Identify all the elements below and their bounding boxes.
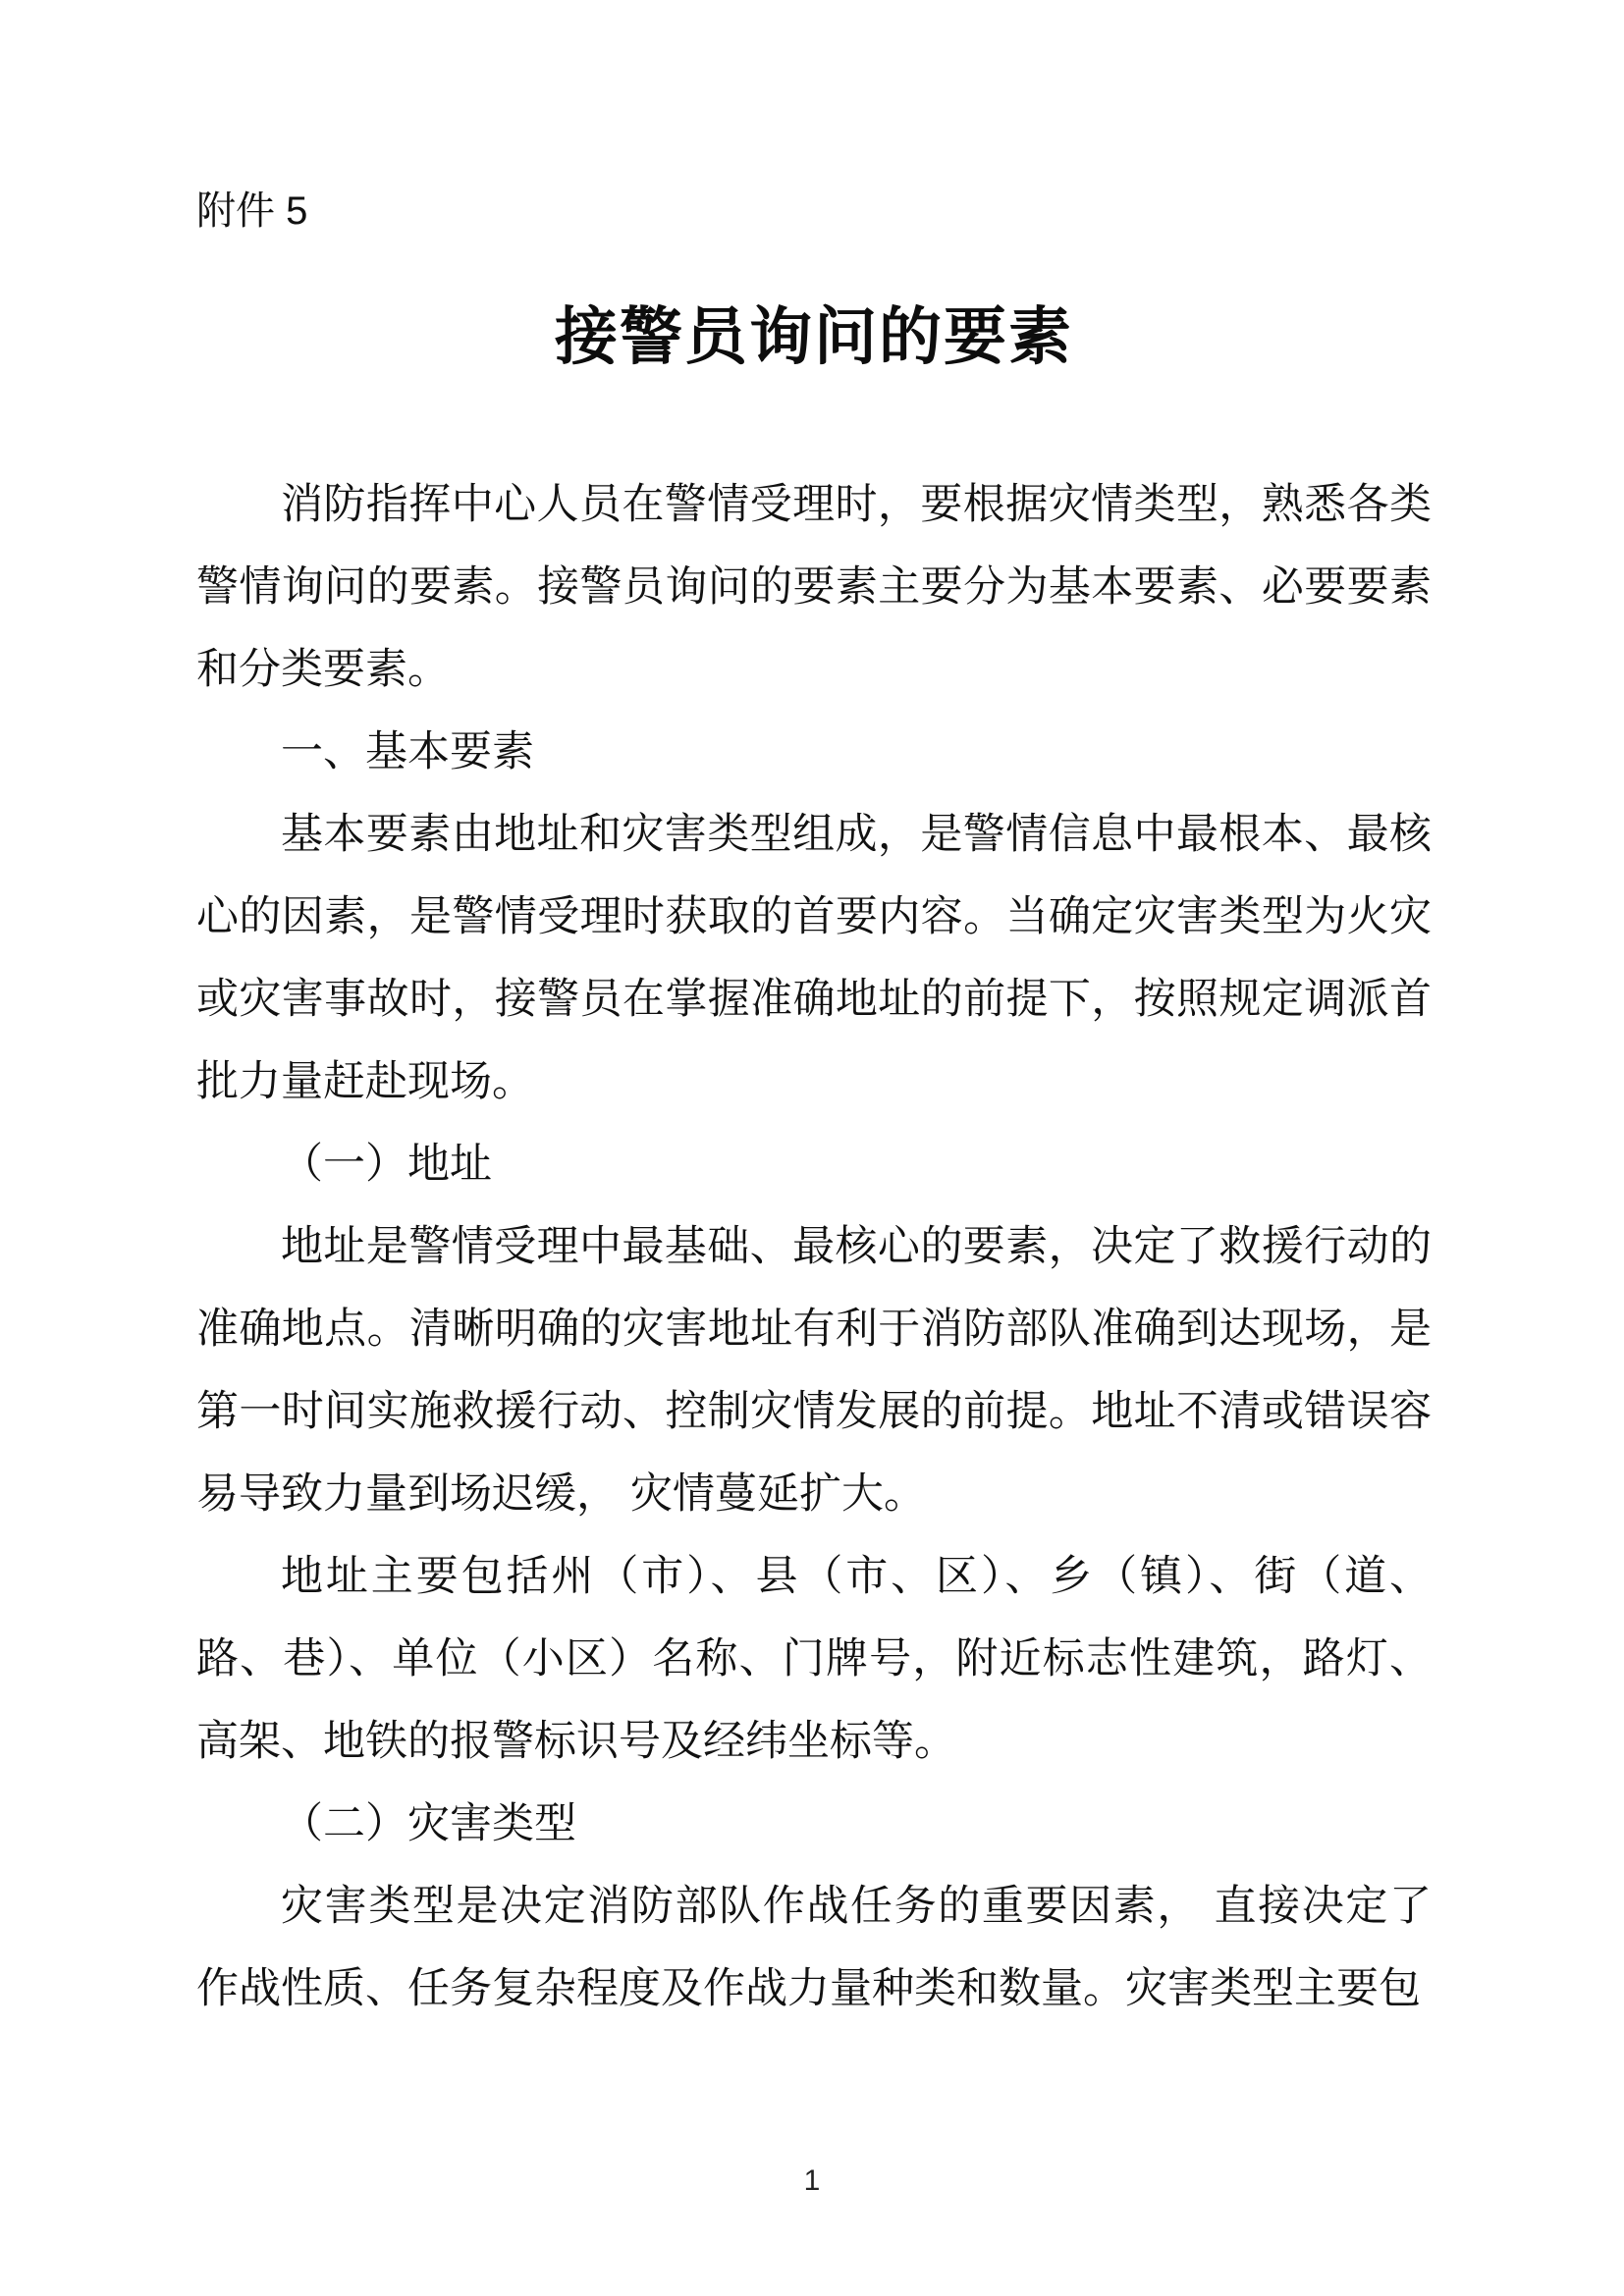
subsection-heading-address: （一）地址	[281, 1141, 492, 1188]
paragraph-address-components: 地址主要包括州（市）、县（市、区）、乡（镇）、街（道、路、巷）、单位（小区）名称、门牌号，附近标志性建筑，路灯、高架、地铁的报警标识号及经纬坐标等。	[196, 1553, 1432, 1765]
section-heading-basic-elements: 一、基本要素	[281, 728, 534, 775]
page-number: 1	[803, 2164, 821, 2197]
attachment-label: 附件 5	[196, 189, 308, 233]
subsection-heading-disaster-type: （二）灾害类型	[281, 1800, 576, 1847]
paragraph-disaster-type: 灾害类型是决定消防部队作战任务的重要因素， 直接决定了作战性质、任务复杂程度及作战力量种类和数量。灾害类型主要包	[196, 1883, 1432, 2012]
paragraph-intro: 消防指挥中心人员在警情受理时，要根据灾情类型，熟悉各类警情询问的要素。接警员询问的要素主要分为基本要素、必要要素和分类要素。	[196, 481, 1432, 693]
paragraph-basic-elements: 基本要素由地址和灾害类型组成，是警情信息中最根本、最核心的因素，是警情受理时获取的首要内容。当确定灾害类型为火灾或灾害事故时，接警员在掌握准确地址的前提下，按照规定调派首批力量赶赴现场。	[196, 811, 1432, 1105]
paragraph-address-importance: 地址是警情受理中最基础、最核心的要素，决定了救援行动的准确地点。清晰明确的灾害地址有利于消防部队准确到达现场，是第一时间实施救援行动、控制灾情发展的前提。地址不清或错误容易导致力量到场迟缓， 灾情蔓延扩大。	[196, 1223, 1432, 1518]
document-title: 接警员询问的要素	[555, 301, 1073, 372]
